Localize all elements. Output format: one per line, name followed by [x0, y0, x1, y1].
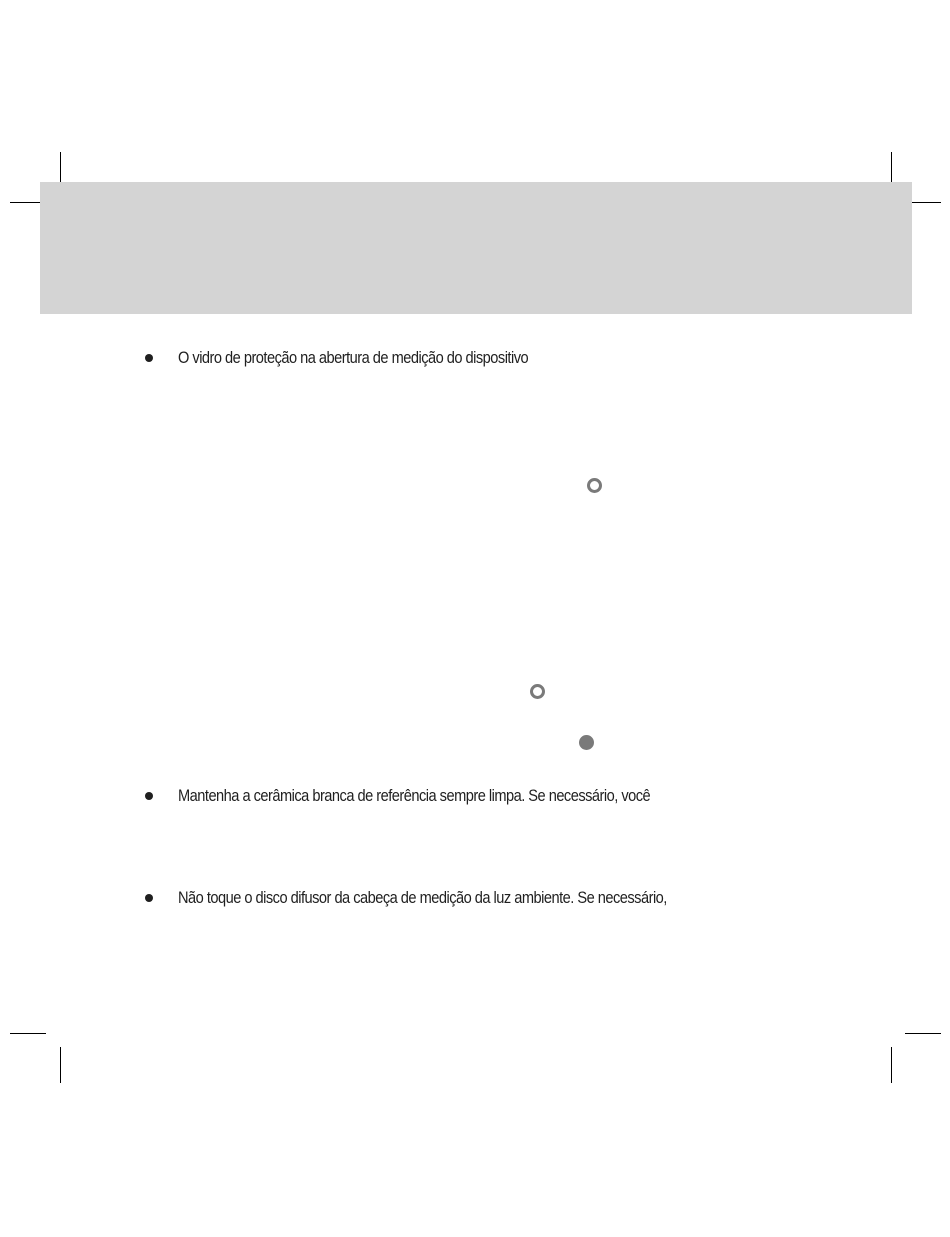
bullet-item [145, 784, 727, 808]
hollow-circle-icon [530, 684, 545, 699]
bullet-text: O vidro de proteção na abertura de medição do dispositivo [178, 348, 529, 367]
crop-mark-bottom-right-vertical [891, 1047, 892, 1083]
bullet-text: Mantenha a cerâmica branca de referência sempre limpa. Se necessário, você [178, 786, 651, 805]
bullet-item [145, 886, 746, 910]
header-band [40, 182, 912, 314]
filled-circle-icon [579, 735, 594, 750]
crop-mark-bottom-left-vertical [60, 1047, 61, 1083]
crop-mark-bottom-right-horizontal [905, 1033, 941, 1034]
bullet-item [145, 346, 585, 370]
crop-mark-bottom-left-horizontal [10, 1033, 46, 1034]
bullet-dot-icon [145, 792, 153, 800]
bullet-dot-icon [145, 354, 153, 362]
bullet-dot-icon [145, 894, 153, 902]
bullet-text: Não toque o disco difusor da cabeça de medição da luz ambiente. Se necessário, [178, 888, 667, 907]
hollow-circle-icon [587, 478, 602, 493]
